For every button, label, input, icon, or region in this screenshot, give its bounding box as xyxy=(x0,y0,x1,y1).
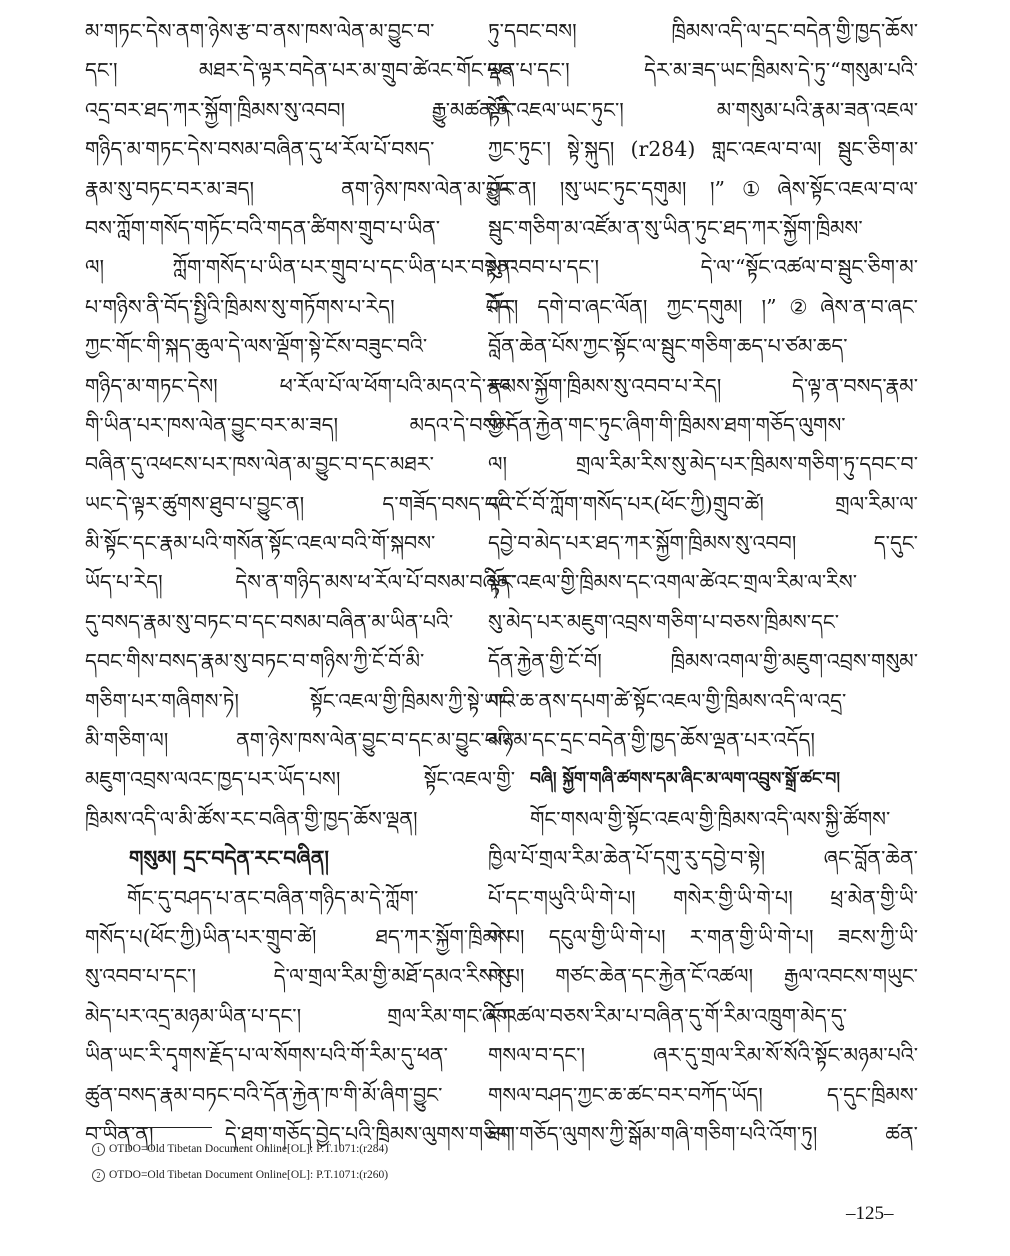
section-heading-4: བཞི། སྐྱོག་གཞི་ཚགས་དམ་ཞིང་མ་ལག་འབྲུས་སྒྲོ་ཚང་བ། xyxy=(530,769,841,790)
right-body-lines xyxy=(488,12,918,721)
footnote-1-marker: 1 xyxy=(92,1143,105,1156)
text-line: ཡང་དེ་ལྟར་ཚུགས་ཐུབ་པ་བྱུང་ན། ད་གཟོད་བསད་པའི་ xyxy=(85,491,515,516)
text-line: ཡིན་ཡང་རི་དྭགས་རྗོད་པ་ལ་སོགས་པའི་གོ་རིམ་དུ་ཕན་ xyxy=(85,1043,448,1068)
text-line: རྣམ་སུ་བཏང་བར་མ་ཟད། ནག་ཉེས་ཁས་ལེན་མ་བྱུང་ xyxy=(85,176,515,201)
text-line: པ་གཉིས་ནི་བོད་སྤྱིའི་ཁྲིམས་སུ་གཏོགས་པ་རེད། བོད་ xyxy=(85,294,515,319)
right-paragraph-end: མཉམ་དང་དྲང་བདེན་གྱི་ཁྱད་ཆོས་ལྡན་པར་འདོད། xyxy=(488,728,815,753)
text-line: བ་ཡིན་ན། དེ་ཐག་གཅོད་བྱེད་པའི་ཁྲིམས་ལུགས་གཅིག་ xyxy=(85,1121,515,1146)
text-line: མ་གཏང་དེས་ནག་ཉེས་རྩ་བ་ནས་ཁས་ལེན་མ་བྱུང་བ་ xyxy=(85,19,435,43)
text-line: ཀྱང་གོང་གི་སྐད་ཆུལ་དེ་ལས་ལྡོག་སྟེ་ངོས་བཟུང་བའི་ xyxy=(85,334,428,359)
left-paragraph-end: ཁྲིམས་འདི་ལ་མི་ཚོས་རང་བཞིན་གྱི་ཁྱད་ཆོས་ལྡན། xyxy=(85,806,418,831)
text-line: ལ། ཀློག་གསོད་པ་ཡིན་པར་གྲུབ་པ་དང་ཡིན་པར་བསྟེན་ xyxy=(85,255,515,280)
text-line: དང་ངོ་བོ་ཀློག་གསོད་པར(ཕོང་ཀྱི)གྲུབ་ཚེ། གྲལ་རིམ་ལ་ xyxy=(488,491,918,516)
text-line: སུ་མེད་པར་མཇུག་འབྲས་གཅིག་པ་བཅས་ཁྲིམས་དང་ xyxy=(488,609,840,634)
footnote-1-text: OTDO=Old Tibetan Document Online[OL]: P.T.1071:(r284) xyxy=(109,1143,389,1156)
text-line: གྱི་དོན་རྐྱེན་གང་ཏུང་ཞིག་གི་ཁྲིམས་ཐག་གཅོད་ལུགས་ xyxy=(488,412,846,437)
text-line: དང་། མཐར་དེ་ལྟར་བདེན་པར་མ་གྲུབ་ཚེའང་གོང་དང་ xyxy=(85,58,515,83)
left-body-lines-2 xyxy=(85,918,515,1154)
text-line: དོན་རྐྱེན་གྱི་ངོ་བོ། ཁྲིམས་འགལ་གྱི་མཇུག་འབྲས་གསུམ་ xyxy=(488,649,918,674)
text-line: ངོ་འཚལ་བཅས་རིམ་པ་བཞིན་དུ་གོ་རིམ་འཁྲུག་མེད་དུ་ xyxy=(488,1003,848,1028)
text-line: གཉིད་མ་གཏང་དེས། ཕ་རོལ་པོ་ལ་ཕོག་པའི་མདའ་དེ་རང་ xyxy=(85,373,515,398)
text-line: མི་སྟོང་དང་རྣམ་པའི་གསོན་སྟོང་འཇལ་བའི་གོ་སྐབས་ xyxy=(85,531,436,556)
text-line: དུ་བསད་རྣམ་སུ་བཏང་བ་དང་བསམ་བཞིན་མ་ཡིན་པའི་ xyxy=(85,609,454,634)
text-line: སྟོང་འཇལ་གྱི་ཁྲིམས་དང་འགལ་ཚེའང་གྲལ་རིམ་ལ་རིས་ xyxy=(488,570,858,595)
text-line: གསལ་བ་དང་། ཞར་དུ་གྲལ་རིམ་སོ་སོའི་སྟོང་མཉམ་པའི་ xyxy=(488,1043,918,1068)
text-line: དབང་གིས་བསད་རྣམ་སུ་བཏང་བ་གཉིས་ཀྱི་ངོ་བོ་མི་ xyxy=(85,649,425,674)
text-line: བཞིན་དུ་འཕངས་པར་ཁས་ལེན་མ་བྱུང་བ་དང་མཐར་ xyxy=(85,452,434,477)
text-line: ཚུན་བསད་རྣམ་བཏང་བའི་དོན་རྐྱེན་ཁ་གི་མོ་ཞིག་བྱུང་ xyxy=(85,1082,443,1107)
footnote-2-text: OTDO=Old Tibetan Document Online[OL]: P.T.1071:(r260) xyxy=(109,1169,389,1182)
text-line: གེ་པ། དངུལ་གྱི་ཡི་གེ་པ། ར་གན་གྱི་ཡི་གེ་པ། ཟངས་ཀྱི་ཡི་ xyxy=(488,924,918,949)
text-line: བས་ཀློག་གསོད་གཏོང་བའི་གདན་ཚིགས་གྲུབ་པ་ཡིན་ xyxy=(85,215,441,240)
text-line: སུ་འབབ་པ་དང་། དེ་ལ་གྲལ་རིམ་གྱི་མཐོ་དམའ་རིས་སུ་ xyxy=(85,964,515,989)
text-line: གསོད་པ(ཕོང་ཀྱི)ཡིན་པར་གྲུབ་ཚེ། ཐད་ཀར་སྐྱོག་ཁྲིམས་ xyxy=(85,924,515,949)
text-line: སྟོང་འཇལ་ཡང་ཏུང་། མ་གསུམ་པའི་རྣམ་ཟན་འཇལ་ xyxy=(488,97,918,122)
text-line: ལྡན་པ་དང་། དེར་མ་ཟད་ཡང་ཁྲིམས་དེ་ཏུ་“གསུམ་པའི་ xyxy=(488,58,918,83)
text-line: དབྱེ་བ་མེད་པར་ཐད་ཀར་སྐྱོག་ཁྲིམས་སུ་འབབ། ད་དུང་ xyxy=(488,531,918,556)
text-line: གེ་པ། གཙང་ཆེན་དང་རྐྱེན་ངོ་འཚལ། རྒྱལ་འབངས་གཡུང་ xyxy=(488,964,918,989)
right-column xyxy=(488,12,918,1154)
text-line: སུ་འབབ་པ་དང་། དེ་ལ་“སྟོང་འཚལ་བ་སྦུང་ཅིག་མ་ xyxy=(488,255,918,280)
left-paragraph-start: གོང་དུ་བཤད་པ་ནང་བཞིན་གཉིད་མ་དེ་ཀློག་ xyxy=(127,885,419,910)
text-line: སྦུང་གཅིག་མ་འཛོམ་ན་སུ་ཡིན་ཏུང་ཐད་ཀར་སྐྱོག་ཁྲིམས་ xyxy=(488,215,863,240)
text-line: འདྲ་བར་ཐད་ཀར་སྐྱོག་ཁྲིམས་སུ་འབབ། རྒྱུ་མཚན་ནི་ xyxy=(85,97,515,122)
text-line: ཏུ་དབང་བས། ཁྲིམས་འདི་ལ་དྲང་བདེན་གྱི་ཁྱད་ཆོས་ xyxy=(488,19,918,43)
footnote-rule xyxy=(88,1127,212,1128)
text-line: མི་གཅིག་ལ། ནག་ཉེས་ཁས་ལེན་བྱུང་བ་དང་མ་བྱུང་བའི་ xyxy=(85,728,515,753)
text-line: མེད་པར་འདྲ་མཉམ་ཡིན་པ་དང་། གྲལ་རིམ་གང་ཞིག་ xyxy=(85,1003,515,1028)
left-column xyxy=(85,12,515,1154)
text-line: གསལ་བཤད་ཀྱང་ཆ་ཚང་བར་བཀོད་ཡོད། ད་དུང་ཁྲིམས་ xyxy=(488,1082,918,1107)
text-line: ཤོར་ན། །སུ་ཡང་ཏུང་དགུམ། །”①ཞེས་སྟོང་འཇལ་བ་ལ་ xyxy=(488,176,918,201)
text-line: བློན་ཆེན་པོས་ཀྱང་སྟོང་ལ་སྦུང་གཅིག་ཆད་པ་ཙམ་ཆད་ xyxy=(488,334,848,359)
text-line: ཡོད་པ་རེད། དེས་ན་གཉིད་མས་ཕ་རོལ་པོ་བསམ་བཞིན་ xyxy=(85,570,515,595)
right-body-lines-2 xyxy=(488,839,918,1154)
right-paragraph-start: གོང་གསལ་གྱི་སྟོང་འཇལ་གྱི་ཁྲིམས་འདི་ལས་སྐྱི་ཚོགས་ xyxy=(530,806,891,831)
left-body-lines xyxy=(85,12,515,800)
text-line: གི་ཡིན་པར་ཁས་ལེན་བྱུང་བར་མ་ཟད། མདའ་དེ་བསམ་ xyxy=(85,412,515,437)
text-line: གཉིད་མ་གཏང་དེས་བསམ་བཞིན་དུ་ཕ་རོལ་པོ་བསད་ xyxy=(85,137,435,162)
footnote-1 xyxy=(92,1143,388,1156)
text-line: མཇུག་འབྲས་ལའང་ཁྱད་པར་ཡོད་པས། སྟོང་འཇལ་གྱི་ xyxy=(85,767,515,792)
footnote-2 xyxy=(92,1169,388,1182)
text-line: པོ་དང་གཡུའི་ཡི་གེ་པ། གསེར་གྱི་ཡི་གེ་པ། ཕྲ་མེན་གྱི་ཡི་ xyxy=(488,885,918,910)
section-heading-3: གསུམ། དྲང་བདེན་རང་བཞིན། xyxy=(129,846,329,871)
text-line: ཤོར། དགེ་བ་ཞང་ལོན། ཀྱང་དགུམ། །”②ཞེས་ན་བ་ཞང་ xyxy=(488,294,918,319)
text-line: ལ། གྲལ་རིམ་རིས་སུ་མེད་པར་ཁྲིམས་གཅིག་ཏུ་དབང་བ་ xyxy=(488,452,918,477)
footnote-2-marker: 2 xyxy=(92,1169,105,1182)
text-line: ཐག་གཅོད་ལུགས་ཀྱི་སྒོམ་གཞི་གཅིག་པའི་འོག་ཏུ། ཚན་ xyxy=(488,1121,918,1146)
text-line: རྣམས་སྐྱོག་ཁྲིམས་སུ་འབབ་པ་རེད། དེ་ལྟ་ན་བསད་རྣམ་ xyxy=(488,373,918,398)
text-line: གའི་ཆ་ནས་དཔག་ཚེ་སྟོང་འཇལ་གྱི་ཁྲིམས་འདི་ལ་འདྲ་ xyxy=(488,688,847,713)
text-line: ཀྱང་ཏུང་། སྟེ་སྐུད། (r284) གླང་འཇལ་བ་ལ། སྦུང་ཅིག་མ་ xyxy=(488,137,918,162)
text-line: གཅིག་པར་གཞིགས་ཏེ། སྟོང་འཇལ་གྱི་ཁྲིམས་ཀྱི་སྟེ་ཡང་ xyxy=(85,688,515,713)
text-line: ཁྱིལ་པོ་གྲལ་རིམ་ཆེན་པོ་དགུ་རུ་དབྱེ་བ་སྟེ། ཞང་བློན་ཆེན་ xyxy=(488,846,918,871)
page-number: –125– xyxy=(846,1203,894,1224)
